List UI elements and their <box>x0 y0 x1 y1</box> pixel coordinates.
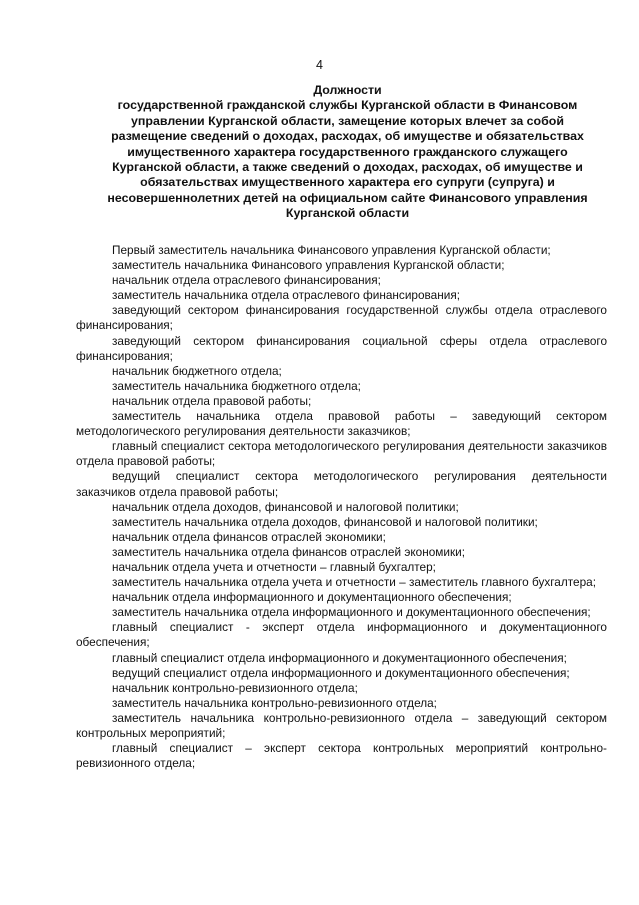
position-item: главный специалист - эксперт отдела информационного и документационного обеспечения; <box>76 620 607 650</box>
heading-line: несовершеннолетних детей на официальном сайте Финансового управления <box>107 190 588 205</box>
position-item: заместитель начальника отдела финансов отраслей экономики; <box>112 544 466 559</box>
heading-line: имущественного характера государственного гражданского служащего <box>127 144 568 159</box>
position-item: Первый заместитель начальника Финансового управления Курганской области; <box>112 243 551 257</box>
position-item: заведующий сектором финансирования государственной службы отдела отраслевого финансирования; <box>76 303 607 333</box>
positions-list <box>76 243 607 771</box>
position-item: начальник бюджетного отдела; <box>112 363 282 378</box>
heading-line: Курганской области <box>285 206 410 221</box>
position-item: ведущий специалист сектора методологического регулирования деятельности заказчиков отдела правовой работы; <box>76 469 607 499</box>
position-item: начальник отдела учета и отчетности – главный бухгалтер; <box>112 559 436 574</box>
position-item: начальник контрольно-ревизионного отдела; <box>112 680 358 695</box>
position-item: заместитель начальника Финансового управления Курганской области; <box>112 258 505 273</box>
position-item: начальник отдела финансов отраслей экономики; <box>112 529 386 544</box>
heading-line: управлении Курганской области, замещение которых влечет за собой <box>131 113 564 128</box>
position-item: главный специалист – эксперт сектора контрольных мероприятий контрольно-ревизионного отдела; <box>76 741 607 771</box>
position-item: заместитель начальника отдела информационного и документационного обеспечения; <box>112 605 591 620</box>
position-item: главный специалист сектора методологического регулирования деятельности заказчиков отдела правовой работы; <box>76 439 607 469</box>
position-item: начальник отдела доходов, финансовой и налоговой политики; <box>112 499 459 514</box>
position-item: начальник отдела отраслевого финансирования; <box>112 273 381 288</box>
position-item: заместитель начальника контрольно-ревизионного отдела; <box>112 695 437 710</box>
heading-line: Должности <box>313 83 382 97</box>
position-item: ведущий специалист отдела информационного и документационного обеспечения; <box>112 665 570 680</box>
position-item: заместитель начальника бюджетного отдела; <box>112 378 361 393</box>
position-item: заведующий сектором финансирования социальной сферы отдела отраслевого финансирования; <box>76 333 607 363</box>
position-item: заместитель начальника отдела правовой работы – заведующий сектором методологического регулирования деятельности заказчиков; <box>76 409 607 439</box>
position-item: заместитель начальника контрольно-ревизионного отдела – заведующий сектором контрольных мероприятий; <box>76 710 607 740</box>
position-item: заместитель начальника отдела отраслевого финансирования; <box>112 288 460 303</box>
position-item: заместитель начальника отдела доходов, финансовой и налоговой политики; <box>112 514 538 529</box>
heading-line: обязательствах имущественного характера его супруги (супруга) и <box>140 175 555 190</box>
heading-line: Курганской области, а также сведений о доходах, расходах, об имуществе и <box>112 160 583 175</box>
position-item: главный специалист отдела информационного и документационного обеспечения; <box>112 650 567 665</box>
position-item: начальник отдела правовой работы; <box>112 393 312 408</box>
heading-line: государственной гражданской службы Курганской области в Финансовом <box>117 98 578 113</box>
document-heading <box>80 83 615 222</box>
page-number: 4 <box>316 58 323 72</box>
heading-line: размещение сведений о доходах, расходах, об имуществе и обязательствах <box>111 129 584 144</box>
position-item: начальник отдела информационного и документационного обеспечения; <box>112 590 512 605</box>
position-item: заместитель начальника отдела учета и отчетности – заместитель главного бухгалтера; <box>112 575 596 590</box>
